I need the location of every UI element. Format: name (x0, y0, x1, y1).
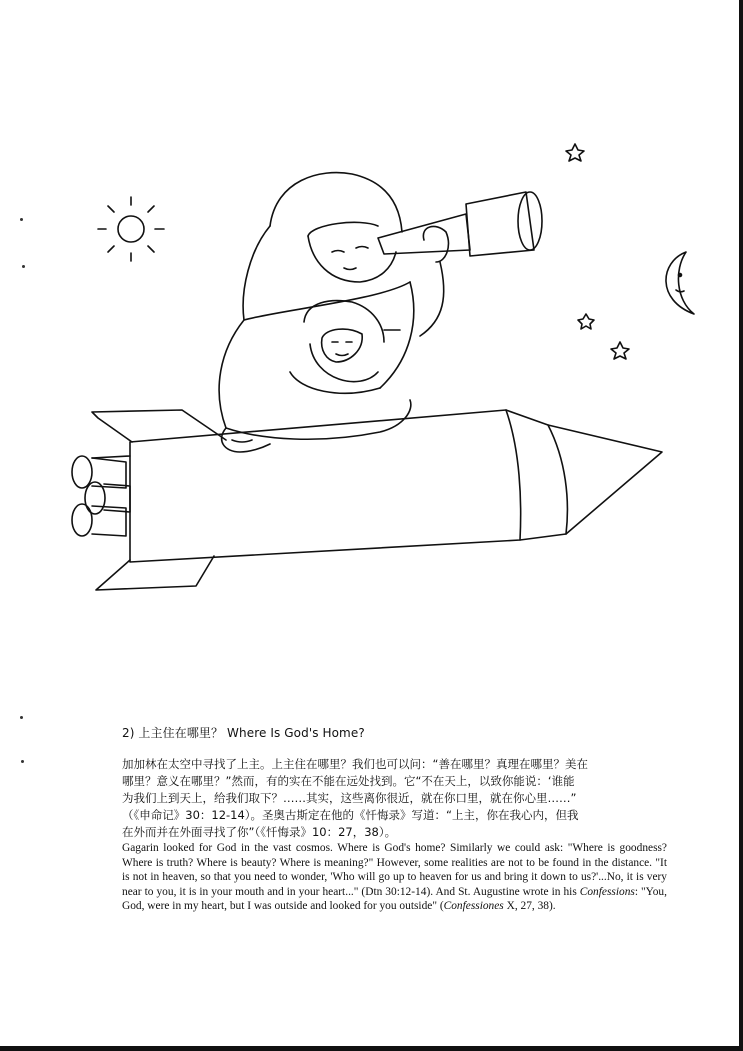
scan-speck (20, 218, 23, 221)
scan-speck (20, 716, 23, 719)
confessiones-title: Confessiones (443, 900, 504, 913)
english-text-part-2: : "You, God, were in my heart, but I was outside and looked for you outside" ( (122, 885, 667, 913)
chinese-paragraph (122, 756, 662, 841)
english-paragraph (122, 841, 667, 914)
scan-border-bottom (0, 1046, 743, 1051)
section-heading: 2) 上主住在哪里？ Where Is God's Home? (122, 726, 365, 740)
english-text-part-1: Gagarin looked for God in the vast cosmos. Where is God's home? Similarly we could ask: "Where is goodness? Where is truth? Where is beauty? Where is meaning?" However, some realities are not to be found in the distance. "It is not in heaven, so that you need to wonder, 'Who will go up to heaven for us and bring it down to us?'...No, it is very near to you, it is in your mouth and in your heart..." (Dtn 30:12-14). And St. Augustine wrote in his (122, 842, 667, 898)
star-icon (566, 144, 584, 161)
english-text-part-3: X, 27, 38). (503, 900, 556, 913)
crescent-moon-icon (666, 252, 694, 314)
chinese-line: 哪里？意义在哪里？”然而，有的实在不能在远处找到。它“不在天上，以致你能说：‘谁能 (122, 774, 575, 788)
chinese-line: （《申命记》30：12-14）。圣奥古斯定在他的《忏悔录》写道：“上主，你在我心内，但我 (122, 808, 579, 822)
rocket (72, 410, 662, 590)
astronaut-rocket-illustration (60, 130, 710, 610)
star-icon (611, 342, 629, 359)
chinese-line: 为我们上到天上，给我们取下？……其实，这些离你很近，就在你口里，就在你心里……” (122, 791, 577, 805)
star-icon (578, 314, 594, 329)
chinese-line: 在外而并在外面寻找了你”（《忏悔录》10：27，38）。 (122, 825, 397, 839)
scan-speck (22, 265, 25, 268)
scan-speck (21, 760, 24, 763)
scan-border-right (739, 0, 743, 1051)
chinese-line: 加加林在太空中寻找了上主。上主住在哪里？我们也可以问：“善在哪里？真理在哪里？美在 (122, 757, 588, 771)
astronaut (219, 173, 542, 452)
confessions-title: Confessions (579, 885, 635, 898)
sun-icon (98, 197, 164, 261)
